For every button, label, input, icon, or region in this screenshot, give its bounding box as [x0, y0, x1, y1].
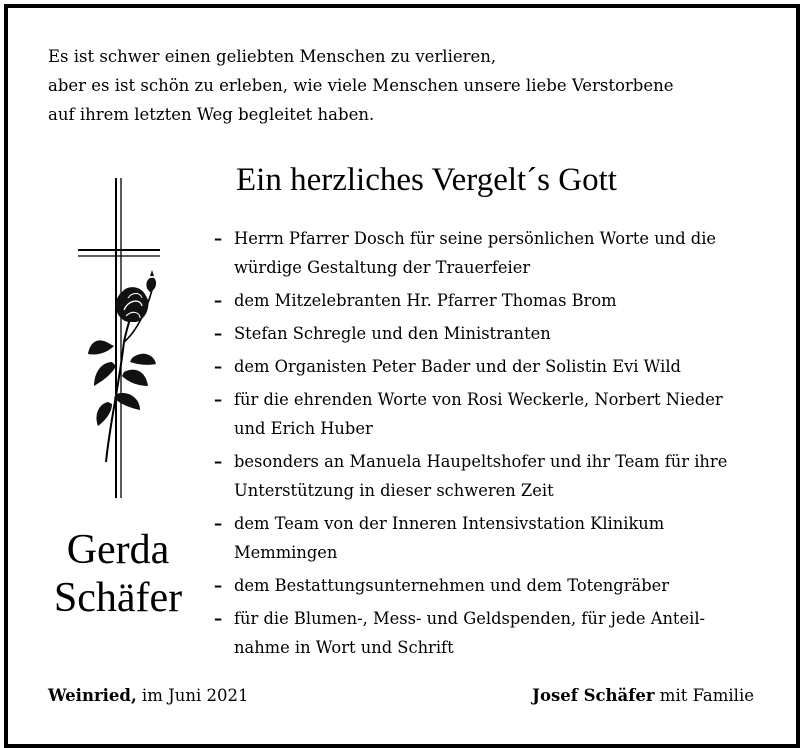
cross-with-rose-icon — [66, 172, 166, 502]
bullet-dash: – — [214, 609, 223, 628]
list-item-line: besonders an Manuela Haupeltshofer und ihr Team für ihre — [234, 451, 728, 471]
list-item-line: und Erich Huber — [234, 419, 373, 438]
bullet-dash: – — [214, 576, 223, 596]
list-item — [214, 509, 774, 568]
intro-line: Es ist schwer einen geliebten Menschen zu verlieren, — [48, 47, 497, 66]
list-item — [214, 604, 774, 663]
list-item-line: für die ehrenden Worte von Rosi Weckerle, Norbert Nieder — [234, 389, 723, 409]
bullet-dash: – — [214, 514, 223, 533]
intro-text — [48, 42, 768, 129]
intro-line: aber es ist schön zu erleben, wie viele Menschen unsere liebe Verstorbene — [48, 76, 674, 95]
bullet-dash: – — [214, 356, 223, 376]
footer-signer-suffix: mit Familie — [654, 686, 754, 705]
footer-date: im Juni 2021 — [136, 686, 249, 705]
bullet-dash: – — [214, 324, 223, 343]
deceased-first-name: Gerda — [66, 527, 170, 573]
footer-signer: Josef Schäfer — [532, 686, 655, 705]
bullet-dash: – — [214, 291, 223, 311]
obituary-card — [4, 4, 800, 748]
list-item — [214, 571, 774, 600]
intro-line: auf ihrem letzten Weg begleitet haben. — [48, 105, 375, 124]
list-item-line: Unterstützung in dieser schweren Zeit — [234, 481, 554, 501]
list-item — [214, 286, 774, 315]
list-item-line: Stefan Schregle und den Ministranten — [234, 324, 551, 343]
footer-place-date — [48, 684, 248, 708]
list-item-line: dem Mitzelebranten Hr. Pfarrer Thomas Brom — [234, 291, 617, 311]
list-item-line: würdige Gestaltung der Trauerfeier — [234, 258, 531, 278]
list-item-line: für die Blumen-, Mess- und Geldspenden, für jede Anteil- — [234, 609, 706, 628]
list-item-line: Memmingen — [234, 543, 338, 563]
list-item-line: nahme in Wort und Schrift — [234, 638, 454, 658]
page-title: Ein herzliches Vergelt´s Gott — [236, 162, 617, 198]
list-item — [214, 447, 774, 506]
bullet-dash: – — [214, 451, 223, 471]
list-item-line: Herrn Pfarrer Dosch für seine persönlichen Worte und die — [234, 229, 717, 248]
list-item — [214, 352, 774, 381]
footer-signature — [532, 684, 754, 708]
list-item-line: dem Organisten Peter Bader und der Solistin Evi Wild — [234, 356, 681, 376]
deceased-name — [38, 526, 198, 622]
list-item — [214, 319, 774, 348]
list-item — [214, 385, 774, 444]
bullet-dash: – — [214, 389, 223, 409]
deceased-last-name: Schäfer — [53, 575, 183, 621]
list-item-line: dem Team von der Inneren Intensivstation Klinikum — [234, 514, 665, 533]
list-item — [214, 224, 774, 283]
bullet-dash: – — [214, 229, 223, 248]
list-item-line: dem Bestattungsunternehmen und dem Totengräber — [234, 576, 670, 596]
thanks-list — [214, 224, 774, 666]
footer-place: Weinried, — [48, 686, 137, 705]
